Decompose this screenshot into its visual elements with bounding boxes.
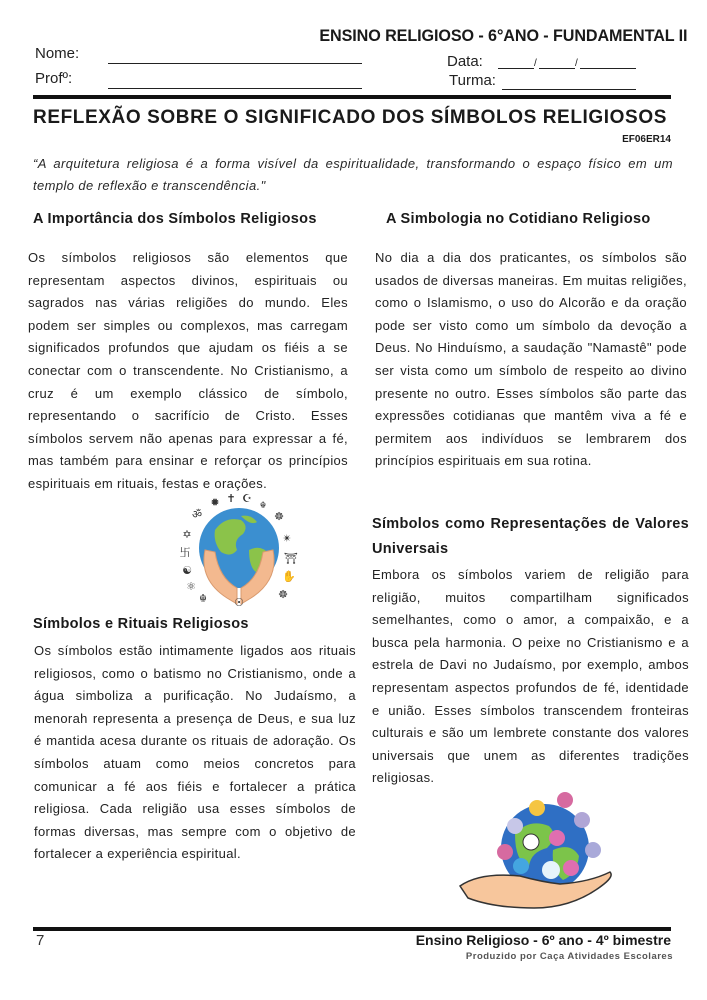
wheel-symbol-icon: ☸ bbox=[274, 510, 284, 523]
date-day-field[interactable] bbox=[498, 68, 534, 69]
teacher-label: Profº: bbox=[35, 70, 73, 87]
pink-symbol-bubble-icon bbox=[563, 860, 579, 876]
footer-subject: Ensino Religioso - 6º ano - 4º bimestre bbox=[415, 932, 671, 948]
lavender-bubble-icon bbox=[574, 812, 590, 828]
cross-symbol-icon: ✝ bbox=[226, 492, 236, 505]
section-heading-rituals: Símbolos e Rituais Religiosos bbox=[33, 616, 249, 632]
om-symbol-icon: ॐ bbox=[191, 508, 203, 521]
class-field[interactable] bbox=[502, 89, 636, 90]
date-label: Data: bbox=[447, 53, 483, 70]
star-of-david-bubble-icon bbox=[513, 858, 529, 874]
dharma-wheel-icon: ☸ bbox=[278, 588, 288, 601]
name-field[interactable] bbox=[108, 63, 362, 64]
date-separator: / bbox=[534, 58, 537, 69]
section-heading-importance: A Importância dos Símbolos Religiosos bbox=[33, 211, 317, 227]
footer-divider bbox=[33, 927, 671, 931]
section-heading-daily-symbolism: A Simbologia no Cotidiano Religioso bbox=[386, 211, 651, 227]
bahai-star-icon: ✴ bbox=[282, 532, 292, 545]
globe-in-hands-illustration bbox=[175, 490, 303, 608]
epigraph-quote: “A arquitetura religiosa é a forma visível da espiritualidade, transformando o espaço físico em um templo de reflexão e transcendência." bbox=[33, 156, 673, 193]
sikh-symbol-icon: ☬ bbox=[199, 592, 207, 605]
section-heading-universal-values: Símbolos como Representações de Valores Universais bbox=[372, 516, 689, 557]
torii-symbol-icon: ⛩ bbox=[284, 552, 298, 565]
page-number: 7 bbox=[36, 932, 45, 949]
star-of-david-icon: ✡ bbox=[182, 528, 192, 541]
yin-yang-bubble-icon bbox=[523, 834, 539, 850]
atom-symbol-icon: ⚛ bbox=[186, 580, 196, 593]
header-divider bbox=[33, 95, 671, 99]
swastika-symbol-icon: 卐 bbox=[179, 546, 191, 559]
crescent-bubble-icon bbox=[507, 818, 523, 834]
white-bubble-icon bbox=[542, 861, 560, 879]
date-month-field[interactable] bbox=[539, 68, 575, 69]
name-label: Nome: bbox=[35, 45, 80, 62]
date-year-field[interactable] bbox=[580, 68, 636, 69]
class-label: Turma: bbox=[449, 72, 496, 89]
skill-code: EF06ER14 bbox=[622, 134, 671, 145]
sun-bubble-icon bbox=[529, 800, 545, 816]
section-text-rituals: Os símbolos estão intimamente ligados aos rituais religiosos, como o batismo no Cristianismo, onde a água simboliza a purificação. No Judaísmo, a menorah representa a presença de Deus, e sua luz é mantida acesa durante os rituais de adoração. Os símbolos atuam como meios concretos para comunicar a fé aos fiéis e fortalecer a prática religiosa. Cada religião usa esses símbolos de formas diversas, mas sempre com o objetivo de fortalecer a experiência espiritual. bbox=[34, 643, 356, 862]
page-title: REFLEXÃO SOBRE O SIGNIFICADO DOS SÍMBOLOS RELIGIOSOS bbox=[33, 107, 667, 128]
ahimsa-symbol-icon: ☉ bbox=[234, 596, 244, 608]
hamsa-icon: ✋ bbox=[282, 570, 296, 583]
teacher-field[interactable] bbox=[108, 88, 362, 89]
date-separator: / bbox=[575, 58, 578, 69]
yin-yang-icon: ☯ bbox=[182, 564, 192, 577]
worksheet-header-title: ENSINO RELIGIOSO - 6°ANO - FUNDAMENTAL II bbox=[318, 26, 687, 45]
om-bubble-icon bbox=[549, 830, 565, 846]
cross-bubble-icon bbox=[497, 844, 513, 860]
wheel-bubble-icon bbox=[585, 842, 601, 858]
sun-symbol-icon: ✹ bbox=[210, 496, 220, 509]
hand-holding-globe-illustration bbox=[455, 790, 620, 920]
pink-bubble-icon bbox=[557, 792, 573, 808]
crescent-symbol-icon: ☪ bbox=[242, 492, 252, 505]
footer-credit: Produzido por Caça Atividades Escolares bbox=[465, 951, 673, 962]
section-text-importance: Os símbolos religiosos são elementos que representam aspectos divinos, espirituais ou sagrados nas várias religiões do mundo. Eles podem ser simples ou complexos, mas carregam significados profundos que ajudam os fiéis a se conectar com o transcendente. No Cristianismo, a cruz é um exemplo clássico de símbolo, representando o sacrifício de Cristo. Esses símbolos servem não apenas para expressar a fé, mas também para ensinar e reforçar os princípios espirituais em rituais, festas e orações. bbox=[28, 250, 348, 491]
section-text-daily-symbolism: No dia a dia dos praticantes, os símbolos são usados de diversas maneiras. Em muitas religiões, como o Islamismo, o uso do Alcorão e da oração pode ser visto como um símbolo da devoção a Deus. No Hinduísmo, a saudação "Namastê" pode ser vista como um símbolo de respeito ao divino presente no outro. Esses símbolos são parte das expressões cotidianas que mantêm viva a fé e permitem aos indivíduos se lembrarem dos princípios espirituais em sua rotina. bbox=[375, 250, 687, 469]
section-text-universal-values: Embora os símbolos variem de religião para religião, muitos compartilham significados semelhantes, como o amor, a compaixão, e a busca pela harmonia. O peixe no Cristianismo e a estrela de Davi no Judaísmo, por exemplo, ambos representam aspectos profundos de fé, identidade e união. Esses símbolos transcendem fronteiras culturais e são um lembrete constante dos valores universais que unem as diferentes tradições religiosas. bbox=[372, 567, 689, 786]
khanda-symbol-icon: ☬ bbox=[259, 501, 267, 511]
